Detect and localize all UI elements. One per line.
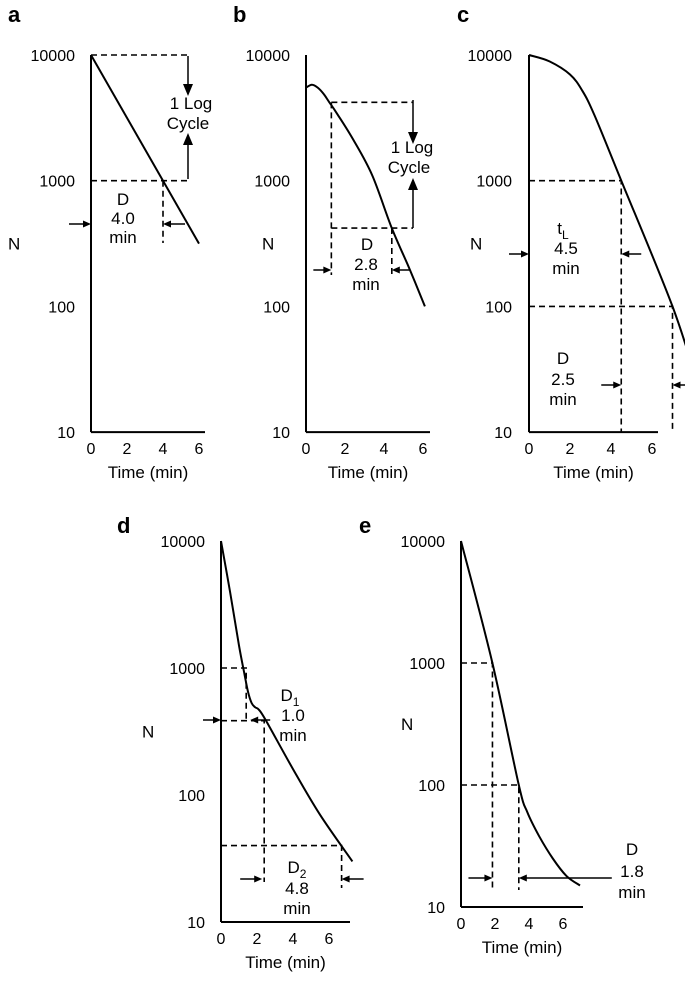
d-value: 2.5 (551, 370, 575, 389)
d-unit: min (618, 883, 646, 902)
d2-label: $D_2$ (287, 858, 307, 881)
log-cycle-label: 1 Log (390, 138, 434, 157)
y-tick-label: 1000 (39, 173, 75, 191)
y-tick-label: 10 (272, 425, 290, 443)
y-tick-label: 10000 (400, 534, 445, 551)
lag-unit: min (552, 259, 580, 278)
y-tick-label: 1000 (254, 173, 290, 191)
log-cycle-label: 1 Log (169, 94, 213, 113)
d-label: D (360, 235, 374, 254)
lag-value: 4.5 (554, 239, 578, 258)
y-tick-label: 10000 (245, 48, 290, 65)
y-tick-label: 100 (485, 299, 512, 317)
y-tick-label: 1000 (409, 656, 445, 673)
y-axis-title: N (401, 715, 414, 734)
x-tick-label: 2 (340, 441, 350, 459)
x-tick-label: 4 (606, 441, 616, 459)
x-axis-title: Time (min) (553, 463, 634, 483)
d2-unit: min (283, 899, 311, 918)
d-label: D (556, 349, 570, 368)
x-tick-label: 2 (122, 441, 132, 459)
x-axis-title: Time (min) (245, 953, 326, 972)
y-tick-label: 10 (427, 900, 445, 917)
y-tick-label: 100 (418, 778, 445, 795)
x-tick-label: 6 (194, 441, 204, 459)
y-tick-label: 1000 (169, 661, 205, 678)
x-axis-title: Time (min) (481, 938, 563, 957)
d-unit: min (352, 275, 380, 294)
y-tick-label: 10 (57, 425, 75, 443)
d-unit: min (549, 390, 577, 409)
y-tick-label: 10000 (30, 48, 75, 65)
d-label: D (625, 840, 639, 859)
d-label: D (116, 190, 130, 209)
y-axis-title: N (142, 722, 155, 742)
x-tick-label: 0 (301, 441, 311, 459)
x-tick-label: 2 (565, 441, 575, 459)
d-value: 4.0 (111, 209, 135, 228)
y-axis-title: N (8, 234, 21, 254)
panel-letter: b (233, 2, 247, 27)
x-tick-label: 0 (216, 931, 226, 948)
x-tick-label: 6 (418, 441, 428, 459)
x-tick-label: 2 (252, 931, 262, 948)
y-tick-label: 100 (178, 788, 205, 805)
x-tick-label: 0 (456, 916, 466, 933)
y-axis-title: N (470, 234, 483, 254)
y-tick-label: 10 (187, 915, 205, 932)
x-tick-label: 4 (379, 441, 389, 459)
y-tick-label: 10000 (160, 534, 205, 551)
y-tick-label: 10 (494, 425, 512, 443)
x-tick-label: 2 (490, 916, 500, 933)
x-tick-label: 0 (86, 441, 96, 459)
x-tick-label: 4 (158, 441, 168, 459)
d2-value: 4.8 (285, 879, 309, 898)
d1-value: 1.0 (281, 706, 305, 725)
d-value: 2.8 (354, 255, 378, 274)
y-tick-label: 10000 (467, 48, 512, 65)
y-tick-label: 100 (48, 299, 75, 317)
x-tick-label: 6 (324, 931, 334, 948)
d-value: 1.8 (620, 862, 644, 881)
y-tick-label: 100 (263, 299, 290, 317)
x-tick-label: 6 (647, 441, 657, 459)
y-axis-title: N (262, 234, 275, 254)
d1-unit: min (279, 726, 307, 745)
x-axis-title: Time (min) (327, 463, 409, 483)
y-tick-label: 1000 (476, 173, 512, 191)
x-tick-label: 4 (288, 931, 298, 948)
x-tick-label: 6 (558, 916, 568, 933)
d1-label: $D_1$ (280, 686, 300, 709)
panel-letter: a (8, 2, 21, 27)
log-cycle-label: Cycle (387, 158, 431, 177)
x-tick-label: 0 (524, 441, 534, 459)
d-unit: min (109, 228, 137, 247)
log-cycle-label: Cycle (166, 114, 210, 133)
lag-label: $t_L$ (557, 219, 569, 242)
panel-letter: d (117, 513, 131, 538)
panel-letter: e (359, 513, 372, 538)
x-tick-label: 4 (524, 916, 534, 933)
x-axis-title: Time (min) (107, 463, 189, 483)
panel-letter: c (457, 2, 470, 27)
